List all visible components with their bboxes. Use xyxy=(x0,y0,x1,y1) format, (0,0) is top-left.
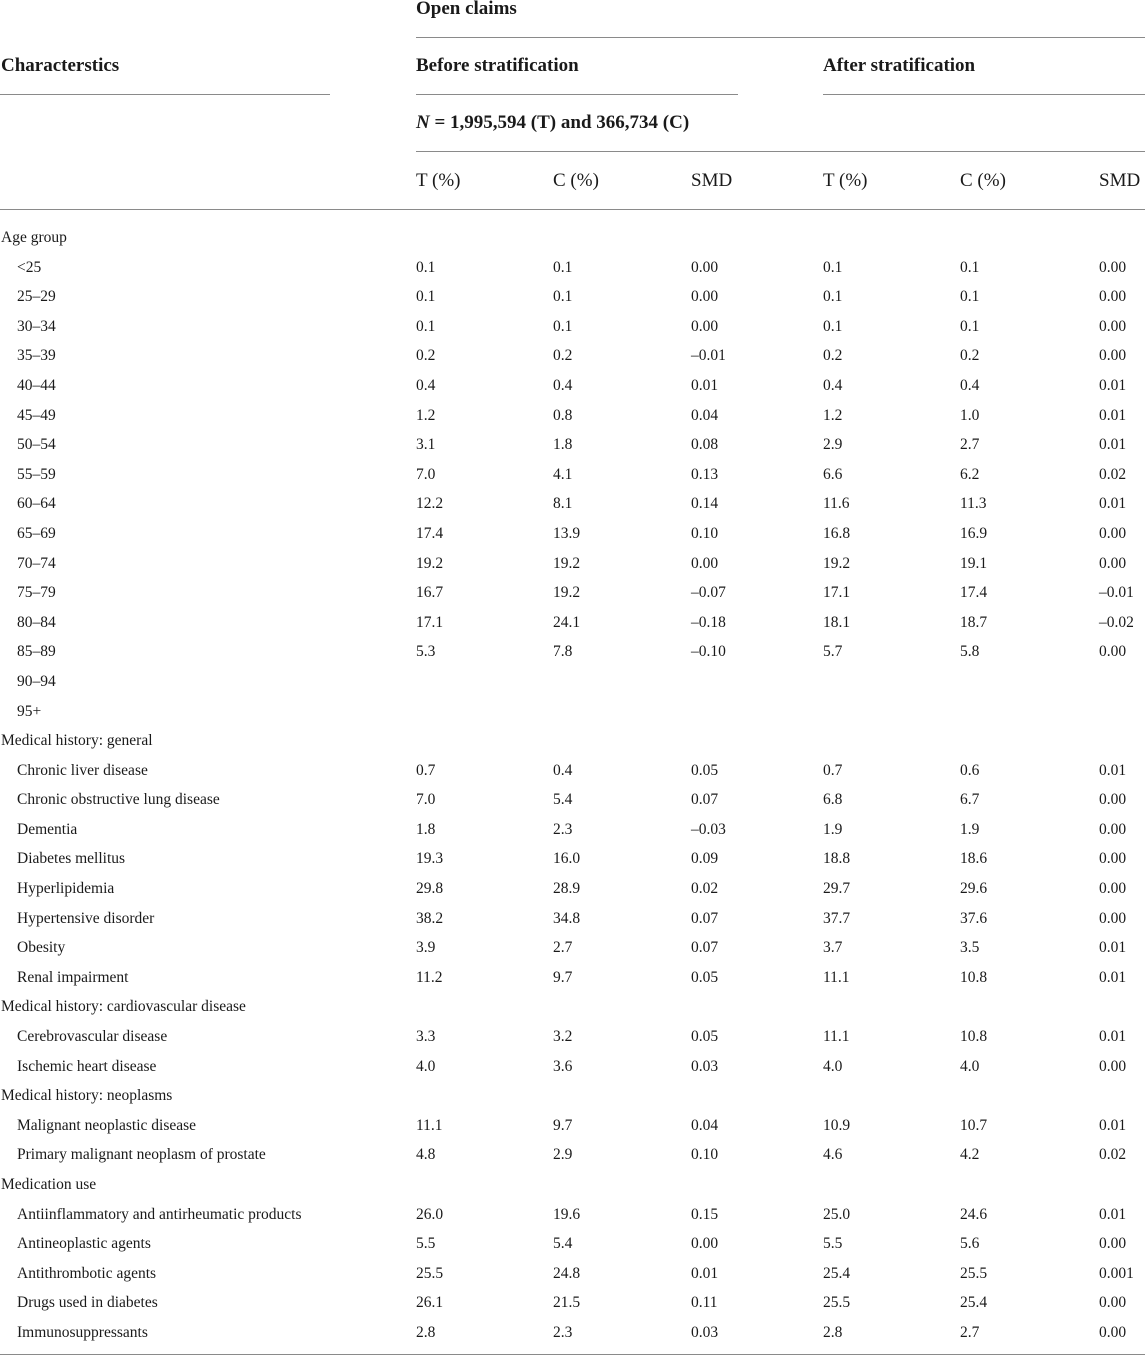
cell-c-before: 21.5 xyxy=(553,1294,581,1312)
row-label: Diabetes mellitus xyxy=(17,850,126,868)
cell-c-before: 2.7 xyxy=(553,939,573,957)
cell-t-before: 11.2 xyxy=(416,968,443,986)
group-header-row xyxy=(0,1170,1145,1200)
cell-c-after: 0.1 xyxy=(960,258,980,276)
cell-smd-after: 0.01 xyxy=(1099,1028,1127,1046)
cell-t-after: 0.4 xyxy=(823,376,843,394)
cell-t-after: 5.7 xyxy=(823,643,843,661)
cell-t-before: 0.4 xyxy=(416,376,436,394)
row-label: Chronic obstructive lung disease xyxy=(17,791,220,809)
table-row xyxy=(0,697,1145,727)
table-row xyxy=(0,608,1145,638)
before-stratification-header: Before stratification xyxy=(416,55,579,76)
table-row xyxy=(0,1318,1145,1348)
cell-t-before: 19.3 xyxy=(416,850,444,868)
cell-c-after: 25.5 xyxy=(960,1264,988,1282)
cell-t-after: 5.5 xyxy=(823,1235,843,1253)
cell-smd-before: 0.01 xyxy=(691,1264,719,1282)
row-label: Hypertensive disorder xyxy=(17,909,155,927)
cell-c-after: 5.8 xyxy=(960,643,980,661)
row-label: Medical history: general xyxy=(1,732,153,750)
cell-smd-before: 0.01 xyxy=(691,376,719,394)
table-row xyxy=(0,282,1145,312)
cell-smd-before: 0.10 xyxy=(691,1146,719,1164)
cell-c-after: 16.9 xyxy=(960,524,988,542)
cell-c-after: 10.8 xyxy=(960,968,988,986)
cell-smd-after: 0.00 xyxy=(1099,288,1127,306)
table-row xyxy=(0,756,1145,786)
cell-smd-before: 0.09 xyxy=(691,850,719,868)
cell-smd-before: –0.18 xyxy=(691,613,726,631)
cell-t-before: 17.4 xyxy=(416,524,444,542)
cell-smd-after: 0.01 xyxy=(1099,939,1127,957)
table-row xyxy=(0,519,1145,549)
row-label: Antiinflammatory and antirheumatic products xyxy=(17,1205,302,1223)
column-header-t-before: T (%) xyxy=(416,170,461,191)
cell-c-before: 0.1 xyxy=(553,317,573,335)
cell-smd-before: 0.05 xyxy=(691,968,719,986)
cell-t-before: 26.0 xyxy=(416,1205,444,1223)
cell-smd-after: –0.01 xyxy=(1099,584,1134,602)
cell-smd-before: –0.03 xyxy=(691,820,726,838)
cell-smd-before: 0.00 xyxy=(691,258,719,276)
cell-t-before: 5.3 xyxy=(416,643,436,661)
table-row xyxy=(0,1140,1145,1170)
cell-smd-before: 0.03 xyxy=(691,1323,719,1341)
cell-c-after: 2.7 xyxy=(960,1323,980,1341)
row-label: Dementia xyxy=(17,820,78,838)
row-label: 70–74 xyxy=(17,554,56,572)
table-row xyxy=(0,963,1145,993)
cell-c-after: 18.7 xyxy=(960,613,988,631)
cell-c-after: 6.2 xyxy=(960,465,980,483)
cell-c-after: 0.1 xyxy=(960,317,980,335)
cell-c-after: 0.4 xyxy=(960,376,980,394)
row-label: Primary malignant neoplasm of prostate xyxy=(17,1146,266,1164)
cell-t-after: 10.9 xyxy=(823,1116,851,1134)
cell-smd-after: 0.00 xyxy=(1099,1323,1127,1341)
cell-c-before: 0.1 xyxy=(553,288,573,306)
cell-t-after: 11.1 xyxy=(823,1028,850,1046)
cell-c-before: 9.7 xyxy=(553,1116,573,1134)
cell-c-before: 2.9 xyxy=(553,1146,573,1164)
cell-t-before: 5.5 xyxy=(416,1235,436,1253)
cell-c-before: 24.1 xyxy=(553,613,581,631)
cell-smd-before: 0.07 xyxy=(691,791,719,809)
cell-c-before: 2.3 xyxy=(553,820,573,838)
row-label: <25 xyxy=(17,258,42,276)
cell-smd-after: 0.00 xyxy=(1099,524,1127,542)
cell-c-before: 28.9 xyxy=(553,880,581,898)
table-row xyxy=(0,430,1145,460)
table-row xyxy=(0,1052,1145,1082)
cell-t-before: 1.8 xyxy=(416,820,436,838)
cell-t-after: 29.7 xyxy=(823,880,851,898)
cell-smd-after: 0.01 xyxy=(1099,406,1127,424)
table-bottom-rule xyxy=(0,1354,1145,1355)
cell-t-after: 6.6 xyxy=(823,465,843,483)
cell-smd-before: 0.07 xyxy=(691,939,719,957)
cell-t-before: 7.0 xyxy=(416,465,436,483)
cell-t-before: 3.1 xyxy=(416,436,436,454)
cell-smd-after: 0.01 xyxy=(1099,968,1127,986)
cell-t-before: 26.1 xyxy=(416,1294,444,1312)
column-header-smd-before: SMD xyxy=(691,170,733,191)
table-row xyxy=(0,815,1145,845)
cell-smd-after: 0.01 xyxy=(1099,376,1127,394)
table-row xyxy=(0,904,1145,934)
cell-smd-after: 0.00 xyxy=(1099,820,1127,838)
cell-smd-before: 0.10 xyxy=(691,524,719,542)
column-header-c-after: C (%) xyxy=(960,170,1006,191)
divider xyxy=(416,37,1145,38)
cell-smd-after: 0.00 xyxy=(1099,1235,1127,1253)
row-label: Ischemic heart disease xyxy=(17,1057,157,1075)
cell-c-after: 10.8 xyxy=(960,1028,988,1046)
cell-smd-before: 0.02 xyxy=(691,880,719,898)
cell-c-after: 19.1 xyxy=(960,554,988,572)
cell-smd-after: 0.01 xyxy=(1099,495,1127,513)
row-label: Chronic liver disease xyxy=(17,761,148,779)
cell-c-before: 0.2 xyxy=(553,347,573,365)
table-row xyxy=(0,1259,1145,1289)
cell-t-before: 4.0 xyxy=(416,1057,436,1075)
cell-c-before: 19.2 xyxy=(553,584,581,602)
cell-t-after: 19.2 xyxy=(823,554,851,572)
cell-t-before: 38.2 xyxy=(416,909,444,927)
cell-smd-after: 0.001 xyxy=(1099,1264,1134,1282)
table-row xyxy=(0,401,1145,431)
cell-t-before: 0.1 xyxy=(416,317,436,335)
row-label: 35–39 xyxy=(17,347,56,365)
cell-c-before: 34.8 xyxy=(553,909,581,927)
row-label: 30–34 xyxy=(17,317,56,335)
cell-smd-after: 0.00 xyxy=(1099,258,1127,276)
sample-size-header: N = 1,995,594 (T) and 366,734 (C) xyxy=(416,112,690,133)
cell-c-after: 25.4 xyxy=(960,1294,988,1312)
row-label: 45–49 xyxy=(17,406,56,424)
cell-c-before: 0.8 xyxy=(553,406,573,424)
cell-c-after: 4.2 xyxy=(960,1146,980,1164)
cell-smd-after: 0.00 xyxy=(1099,643,1127,661)
cell-c-before: 5.4 xyxy=(553,791,573,809)
cell-t-after: 0.1 xyxy=(823,317,843,335)
cell-smd-before: –0.07 xyxy=(691,584,726,602)
table-row xyxy=(0,785,1145,815)
cell-smd-before: –0.10 xyxy=(691,643,726,661)
cell-c-before: 19.2 xyxy=(553,554,581,572)
cell-c-before: 13.9 xyxy=(553,524,581,542)
row-label: Antithrombotic agents xyxy=(17,1264,157,1282)
cell-c-before: 0.4 xyxy=(553,376,573,394)
cell-smd-before: 0.00 xyxy=(691,317,719,335)
row-label: Medical history: neoplasms xyxy=(1,1087,173,1105)
cell-c-before: 8.1 xyxy=(553,495,573,513)
table-row xyxy=(0,844,1145,874)
group-header-row xyxy=(0,726,1145,756)
divider xyxy=(823,94,1145,95)
cell-smd-before: 0.03 xyxy=(691,1057,719,1075)
table-row xyxy=(0,1200,1145,1230)
cell-smd-after: 0.00 xyxy=(1099,1294,1127,1312)
table-row xyxy=(0,549,1145,579)
cell-t-after: 2.8 xyxy=(823,1323,843,1341)
cell-t-before: 0.1 xyxy=(416,288,436,306)
cell-t-after: 25.0 xyxy=(823,1205,851,1223)
row-label: 40–44 xyxy=(17,376,56,394)
cell-t-before: 11.1 xyxy=(416,1116,443,1134)
table-body xyxy=(0,223,1145,1348)
cell-smd-after: 0.00 xyxy=(1099,880,1127,898)
cell-t-after: 16.8 xyxy=(823,524,851,542)
cell-t-after: 1.2 xyxy=(823,406,843,424)
cell-t-before: 0.2 xyxy=(416,347,436,365)
row-label: 25–29 xyxy=(17,288,56,306)
cell-c-after: 29.6 xyxy=(960,880,988,898)
cell-smd-before: 0.08 xyxy=(691,436,719,454)
row-label: Malignant neoplastic disease xyxy=(17,1116,197,1134)
cell-smd-after: 0.01 xyxy=(1099,1205,1127,1223)
cell-t-before: 29.8 xyxy=(416,880,444,898)
cell-c-after: 1.9 xyxy=(960,820,980,838)
cell-c-before: 0.1 xyxy=(553,258,573,276)
cell-c-before: 5.4 xyxy=(553,1235,573,1253)
cell-c-after: 2.7 xyxy=(960,436,980,454)
cell-t-after: 0.2 xyxy=(823,347,843,365)
cell-smd-after: 0.00 xyxy=(1099,1057,1127,1075)
row-label: Drugs used in diabetes xyxy=(17,1294,158,1312)
row-label: Age group xyxy=(1,229,67,246)
cell-smd-before: 0.04 xyxy=(691,406,719,424)
cell-t-before: 16.7 xyxy=(416,584,444,602)
cell-t-after: 11.6 xyxy=(823,495,850,513)
row-label: Renal impairment xyxy=(17,968,129,986)
cell-smd-after: –0.02 xyxy=(1099,613,1134,631)
table-row xyxy=(0,371,1145,401)
table-row xyxy=(0,312,1145,342)
after-stratification-header: After stratification xyxy=(823,55,976,76)
cell-c-after: 18.6 xyxy=(960,850,988,868)
cell-smd-after: 0.00 xyxy=(1099,317,1127,335)
cell-c-after: 4.0 xyxy=(960,1057,980,1075)
cell-t-before: 3.9 xyxy=(416,939,436,957)
row-label: 85–89 xyxy=(17,643,56,661)
row-label: Medical history: cardiovascular disease xyxy=(1,998,246,1016)
cell-c-after: 1.0 xyxy=(960,406,980,424)
cell-smd-after: 0.00 xyxy=(1099,554,1127,572)
row-label: 55–59 xyxy=(17,465,56,483)
cell-t-before: 7.0 xyxy=(416,791,436,809)
cell-smd-before: 0.00 xyxy=(691,1235,719,1253)
cell-t-after: 4.6 xyxy=(823,1146,843,1164)
cell-c-before: 24.8 xyxy=(553,1264,581,1282)
cell-smd-before: 0.05 xyxy=(691,761,719,779)
cell-t-before: 12.2 xyxy=(416,495,444,513)
cell-t-after: 18.1 xyxy=(823,613,851,631)
row-label: Obesity xyxy=(17,939,66,957)
row-label: Immunosuppressants xyxy=(17,1323,148,1341)
cell-smd-before: 0.11 xyxy=(691,1294,718,1312)
cell-c-before: 2.3 xyxy=(553,1323,573,1341)
cell-c-after: 37.6 xyxy=(960,909,988,927)
cell-c-after: 5.6 xyxy=(960,1235,980,1253)
row-label: 60–64 xyxy=(17,495,56,513)
cell-t-before: 1.2 xyxy=(416,406,436,424)
cell-smd-before: 0.15 xyxy=(691,1205,719,1223)
table-row xyxy=(0,874,1145,904)
cell-c-before: 3.6 xyxy=(553,1057,573,1075)
column-header-smd-after: SMD xyxy=(1099,170,1141,191)
row-label: 95+ xyxy=(17,702,42,720)
cell-t-after: 18.8 xyxy=(823,850,851,868)
cell-smd-before: 0.07 xyxy=(691,909,719,927)
cell-c-before: 0.4 xyxy=(553,761,573,779)
table-row xyxy=(0,637,1145,667)
cell-t-after: 11.1 xyxy=(823,968,850,986)
cell-smd-after: 0.00 xyxy=(1099,850,1127,868)
cell-smd-before: 0.04 xyxy=(691,1116,719,1134)
divider xyxy=(416,94,738,95)
cell-smd-before: 0.00 xyxy=(691,554,719,572)
cell-t-before: 4.8 xyxy=(416,1146,436,1164)
cell-t-before: 25.5 xyxy=(416,1264,444,1282)
characteristics-header: Characterstics xyxy=(1,55,120,76)
cell-t-before: 19.2 xyxy=(416,554,444,572)
cell-smd-before: 0.13 xyxy=(691,465,719,483)
cell-c-after: 10.7 xyxy=(960,1116,988,1134)
cell-c-after: 17.4 xyxy=(960,584,988,602)
row-label: 50–54 xyxy=(17,436,56,454)
cell-t-after: 4.0 xyxy=(823,1057,843,1075)
divider xyxy=(416,151,1145,152)
cell-c-before: 9.7 xyxy=(553,968,573,986)
row-label: Medication use xyxy=(1,1176,97,1193)
cell-t-after: 3.7 xyxy=(823,939,843,957)
cell-t-before: 2.8 xyxy=(416,1323,436,1341)
divider xyxy=(0,209,1145,210)
table-row xyxy=(0,341,1145,371)
table-row xyxy=(0,933,1145,963)
cell-smd-before: 0.14 xyxy=(691,495,719,513)
cell-c-after: 24.6 xyxy=(960,1205,988,1223)
cell-t-before: 3.3 xyxy=(416,1028,436,1046)
row-label: 65–69 xyxy=(17,524,56,542)
cell-t-after: 17.1 xyxy=(823,584,851,602)
cell-smd-before: –0.01 xyxy=(691,347,726,365)
table-row xyxy=(0,1022,1145,1052)
cell-smd-after: 0.02 xyxy=(1099,1146,1127,1164)
cell-t-before: 0.1 xyxy=(416,258,436,276)
table-row xyxy=(0,460,1145,490)
cell-t-after: 2.9 xyxy=(823,436,843,454)
cell-t-after: 1.9 xyxy=(823,820,843,838)
cell-t-before: 0.7 xyxy=(416,761,436,779)
table-row xyxy=(0,1288,1145,1318)
table-row xyxy=(0,1229,1145,1259)
cell-c-before: 16.0 xyxy=(553,850,581,868)
cell-t-after: 0.1 xyxy=(823,288,843,306)
cell-c-before: 19.6 xyxy=(553,1205,581,1223)
cell-smd-after: 0.00 xyxy=(1099,347,1127,365)
cell-t-after: 25.4 xyxy=(823,1264,851,1282)
cell-c-before: 3.2 xyxy=(553,1028,573,1046)
row-label: Hyperlipidemia xyxy=(17,880,115,898)
table-row xyxy=(0,578,1145,608)
cell-c-after: 6.7 xyxy=(960,791,980,809)
cell-smd-after: 0.00 xyxy=(1099,791,1127,809)
cell-smd-after: 0.01 xyxy=(1099,436,1127,454)
row-label: 90–94 xyxy=(17,672,56,690)
cell-smd-before: 0.05 xyxy=(691,1028,719,1046)
group-header-row xyxy=(0,223,1145,253)
divider xyxy=(0,94,330,95)
table-row xyxy=(0,489,1145,519)
cell-t-after: 0.7 xyxy=(823,761,843,779)
cell-t-after: 0.1 xyxy=(823,258,843,276)
group-header-row xyxy=(0,1081,1145,1111)
row-label: Cerebrovascular disease xyxy=(17,1028,168,1046)
row-label: 75–79 xyxy=(17,584,56,602)
row-label: Antineoplastic agents xyxy=(17,1235,151,1253)
cell-smd-after: 0.01 xyxy=(1099,1116,1127,1134)
cell-c-before: 7.8 xyxy=(553,643,573,661)
cell-t-before: 17.1 xyxy=(416,613,444,631)
table-row xyxy=(0,667,1145,697)
column-header-t-after: T (%) xyxy=(823,170,868,191)
cell-t-after: 25.5 xyxy=(823,1294,851,1312)
cell-c-before: 1.8 xyxy=(553,436,573,454)
cell-t-after: 37.7 xyxy=(823,909,851,927)
row-label: 80–84 xyxy=(17,613,56,631)
table-row xyxy=(0,1111,1145,1141)
cell-smd-after: 0.01 xyxy=(1099,761,1127,779)
cell-t-after: 6.8 xyxy=(823,791,843,809)
column-header-c-before: C (%) xyxy=(553,170,599,191)
cell-smd-after: 0.02 xyxy=(1099,465,1127,483)
group-header-row xyxy=(0,992,1145,1022)
cell-smd-before: 0.00 xyxy=(691,288,719,306)
cell-c-after: 11.3 xyxy=(960,495,987,513)
cell-c-after: 3.5 xyxy=(960,939,980,957)
source-header: Open claims xyxy=(416,0,517,19)
cell-c-after: 0.2 xyxy=(960,347,980,365)
cell-c-before: 4.1 xyxy=(553,465,573,483)
cell-c-after: 0.6 xyxy=(960,761,980,779)
table-row xyxy=(0,253,1145,283)
cell-smd-after: 0.00 xyxy=(1099,909,1127,927)
cell-c-after: 0.1 xyxy=(960,288,980,306)
